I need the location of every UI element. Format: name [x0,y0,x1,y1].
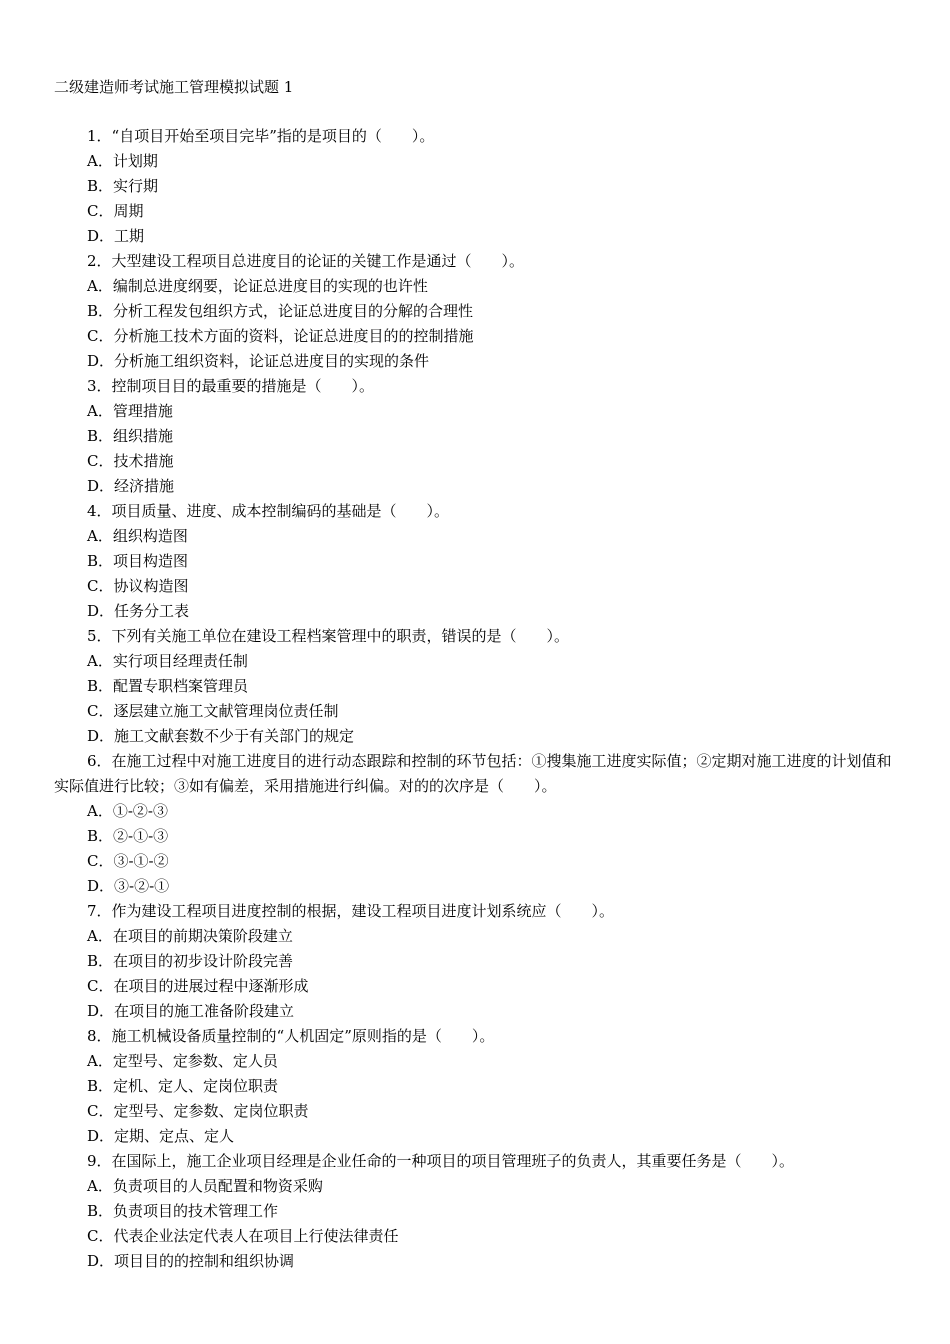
option-c: C．代表企业法定代表人在项目上行使法律责任 [87,1227,399,1245]
option-b: B．在项目的初步设计阶段完善 [87,952,294,970]
option-b: B．定机、定人、定岗位职责 [87,1077,279,1095]
option-b: B．配置专职档案管理员 [87,677,249,695]
question-stem: 5．下列有关施工单位在建设工程档案管理中的职责，错误的是（ ）。 [87,627,570,645]
option-d: D．任务分工表 [87,602,190,620]
option-c: C．协议构造图 [87,577,189,595]
option-d: D．项目目的的控制和组织协调 [87,1252,295,1270]
option-a: A．在项目的前期决策阶段建立 [87,927,293,945]
option-d: D．③-②-① [87,877,170,895]
question-stem: 1．“自项目开始至项目完毕”指的是项目的（ ）。 [87,127,435,145]
question-stem: 6．在施工过程中对施工进度目的进行动态跟踪和控制的环节包括：①搜集施工进度实际值；②定期对施工进度的计划值和实际值进行比较；③如有偏差，采用措施进行纠偏。对的的次序是（ ）。 [54,752,892,795]
question-5 [54,624,896,749]
option-c: C．在项目的进展过程中逐渐形成 [87,977,309,995]
option-d: D．施工文献套数不少于有关部门的规定 [87,727,355,745]
question-list [54,124,896,1274]
option-c: C．定型号、定参数、定岗位职责 [87,1102,309,1120]
document-title: 二级建造师考试施工管理模拟试题 1 [54,78,294,96]
question-9 [54,1149,896,1274]
question-7 [54,899,896,1024]
option-a: A．组织构造图 [87,527,188,545]
option-d: D．定期、定点、定人 [87,1127,235,1145]
option-b: B．实行期 [87,177,159,195]
option-c: C．逐层建立施工文献管理岗位责任制 [87,702,339,720]
question-8 [54,1024,896,1149]
option-a: A．管理措施 [87,402,173,420]
option-b: B．②-①-③ [87,827,169,845]
option-a: A．计划期 [87,152,158,170]
option-d: D．分析施工组织资料，论证总进度目的实现的条件 [87,352,430,370]
option-a: A．①-②-③ [87,802,168,820]
option-d: D．工期 [87,227,145,245]
option-a: A．实行项目经理责任制 [87,652,248,670]
option-a: A．定型号、定参数、定人员 [87,1052,278,1070]
option-b: B．项目构造图 [87,552,189,570]
option-b: B．分析工程发包组织方式，论证总进度目的分解的合理性 [87,302,474,320]
option-b: B．组织措施 [87,427,174,445]
question-4 [54,499,896,624]
option-c: C．周期 [87,202,144,220]
question-stem: 2．大型建设工程项目总进度目的论证的关键工作是通过（ ）。 [87,252,525,270]
question-3 [54,374,896,499]
question-stem: 9．在国际上，施工企业项目经理是企业任命的一种项目的项目管理班子的负责人，其重要任务是（ ）。 [87,1152,795,1170]
question-stem: 8．施工机械设备质量控制的“人机固定”原则指的是（ ）。 [87,1027,495,1045]
option-a: A．编制总进度纲要，论证总进度目的实现的也许性 [87,277,428,295]
option-d: D．在项目的施工准备阶段建立 [87,1002,295,1020]
option-b: B．负责项目的技术管理工作 [87,1202,279,1220]
option-a: A．负责项目的人员配置和物资采购 [87,1177,323,1195]
question-1 [54,124,896,249]
question-stem: 7．作为建设工程项目进度控制的根据，建设工程项目进度计划系统应（ ）。 [87,902,615,920]
option-c: C．③-①-② [87,852,169,870]
question-6 [54,749,896,899]
option-c: C．技术措施 [87,452,174,470]
question-stem: 3．控制项目目的最重要的措施是（ ）。 [87,377,375,395]
question-2 [54,249,896,374]
option-d: D．经济措施 [87,477,175,495]
option-c: C．分析施工技术方面的资料，论证总进度目的的控制措施 [87,327,474,345]
question-stem: 4．项目质量、进度、成本控制编码的基础是（ ）。 [87,502,450,520]
